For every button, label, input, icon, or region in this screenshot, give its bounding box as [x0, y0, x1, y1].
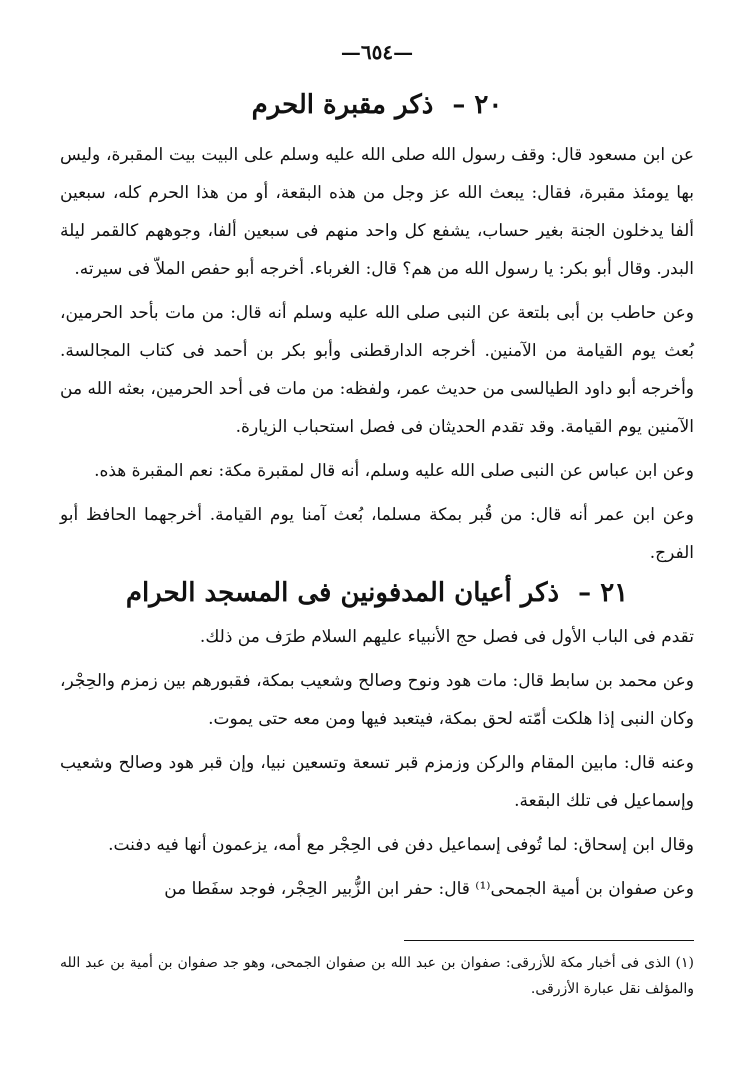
section-20-number: ٢٠ –: [452, 90, 503, 120]
section-21-number: ٢١ –: [578, 578, 629, 608]
section-20-paragraph-4: وعن ابن عمر أنه قال: من قُبر بمكة مسلما، بُعث آمنا يوم القيامة. أخرجهما الحافظ أبو الفرج.: [60, 505, 694, 563]
section-21-paragraph-1: تقدم فى الباب الأول فى فصل حج الأنبياء عليهم السلام طرَف من ذلك.: [199, 627, 694, 647]
section-21-paragraph-2: وعن محمد بن سابط قال: مات هود ونوح وصالح وشعيب بمكة، فقبورهم بين زمزم والحِجْر، وكان النبى إذا هلكت أمّته لحق بمكة، فيتعبد فيها ومن معه حتى يموت.: [60, 671, 694, 729]
footnote-divider: [404, 940, 694, 941]
section-21-paragraph-5: وعن صفوان بن أمية الجمحى⁽¹⁾ قال: حفر ابن الزُّبير الحِجْر، فوجد سفَطا من: [164, 879, 694, 899]
section-21-heading: [60, 578, 694, 608]
section-20-paragraph-1: عن ابن مسعود قال: وقف رسول الله صلى الله عليه وسلم على البيت بيت المقبرة، وليس بها يومئذ مقبرة، فقال: يبعث الله عز وجل من هذه البقعة، أو من هذا الحرم كله، سبعين ألفا يدخلون الجنة بغير حساب، يشفع كل واحد منهم فى سبعين ألفا، وجوههم كالقمر ليلة البدر. وقال أبو بكر: يا رسول الله من هم؟ قال: الغرباء. أخرجه أبو حفص الملاّ فى سيرته.: [60, 145, 694, 279]
footnotes: [60, 950, 694, 1002]
section-21-paragraph-3: وعنه قال: مابين المقام والركن وزمزم قبر تسعة وتسعين نبيا، وإن قبر هود وصالح وشعيب وإسماعيل فى تلك البقعة.: [60, 753, 694, 811]
section-20-paragraph-3: وعن ابن عباس عن النبى صلى الله عليه وسلم، أنه قال لمقبرة مكة: نعم المقبرة هذه.: [94, 461, 694, 481]
section-21-title: ذكر أعيان المدفونين فى المسجد الحرام: [125, 578, 560, 608]
section-20-heading: [60, 90, 694, 120]
page-number: —٦٥٤—: [340, 40, 414, 64]
section-20-paragraph-2: وعن حاطب بن أبى بلتعة عن النبى صلى الله عليه وسلم أنه قال: من مات بأحد الحرمين، بُعث يوم القيامة من الآمنين. أخرجه الدارقطنى وأبو بكر بن أحمد فى كتاب المجالسة. وأخرجه أبو داود الطيالسى من حديث عمر، ولفظه: من مات فى أحد الحرمين، بعثه الله من الآمنين يوم القيامة. وقد تقدم الحديثان فى فصل استحباب الزيارة.: [60, 303, 694, 437]
footnote-1: (١) الذى فى أخبار مكة للأزرقى: صفوان بن عبد الله بن صفوان الجمحى، وهو جد صفوان بن أمية بن عبد الله والمؤلف نقل عبارة الأزرقى.: [60, 955, 694, 997]
section-21-paragraph-4: وقال ابن إسحاق: لما تُوفى إسماعيل دفن فى الحِجْر مع أمه، يزعمون أنها فيه دفنت.: [108, 835, 694, 855]
section-20-title: ذكر مقبرة الحرم: [251, 90, 434, 120]
